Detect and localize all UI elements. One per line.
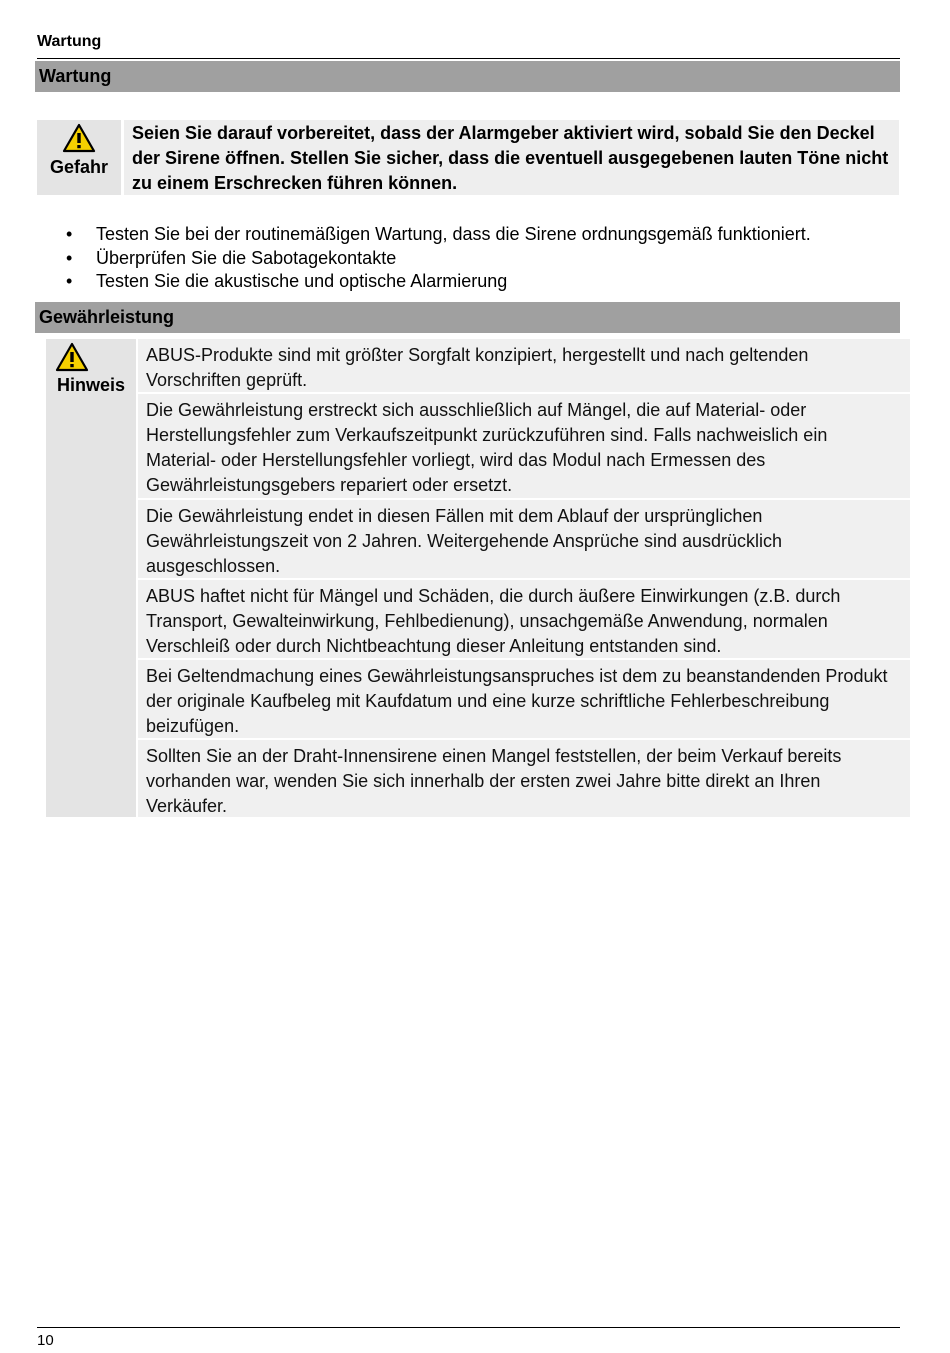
list-item [60, 223, 811, 247]
header-divider [37, 58, 900, 59]
danger-notice [37, 120, 899, 195]
footer-divider [37, 1327, 900, 1328]
danger-label: Gefahr [49, 157, 109, 177]
bullet-icon: • [66, 271, 73, 291]
warning-triangle-icon [55, 342, 89, 372]
bullet-icon: • [66, 247, 73, 268]
danger-label-cell [37, 120, 121, 195]
warranty-paragraph: ABUS-Produkte sind mit größter Sorgfalt konzipiert, hergestellt und nach geltenden Vorschriften geprüft. [138, 339, 910, 392]
hint-label: Hinweis [56, 375, 126, 395]
warranty-paragraph: Sollten Sie an der Draht-Innensirene einen Mangel feststellen, der beim Verkauf bereits vorhanden war, wenden Sie sich innerhalb der ersten zwei Jahre bitte direkt an Ihren Verkäufer. [138, 740, 910, 817]
maintenance-bullet-list [60, 223, 811, 294]
warranty-paragraph: Bei Geltendmachung eines Gewährleistungsanspruches ist dem zu beanstandenden Produkt der originale Kaufbeleg mit Kaufdatum und eine kurze schriftliche Fehlerbeschreibung beizufügen. [138, 660, 910, 738]
list-item-text: Überprüfen Sie die Sabotagekontakte [96, 247, 397, 268]
warranty-paragraph: Die Gewährleistung endet in diesen Fällen mit dem Ablauf der ursprünglichen Gewährleistungszeit von 2 Jahren. Weitergehende Ansprüche sind ausdrücklich ausgeschlossen. [138, 500, 910, 578]
section-title-gewaehrleistung: Gewährleistung [35, 302, 900, 333]
list-item [60, 247, 811, 271]
section-title-wartung: Wartung [35, 61, 900, 92]
warning-triangle-icon [62, 123, 96, 153]
danger-text: Seien Sie darauf vorbereitet, dass der Alarmgeber aktiviert wird, sobald Sie den Deckel der Sirene öffnen. Stellen Sie sicher, dass die eventuell ausgegebenen lauten Töne nicht zu einem Erschrecken führen können. [124, 120, 899, 195]
list-item-text: Testen Sie bei der routinemäßigen Wartung, dass die Sirene ordnungsgemäß funktioniert. [96, 224, 811, 244]
running-header: Wartung [37, 33, 102, 50]
bullet-icon: • [66, 224, 73, 244]
page-number: 10 [37, 1332, 54, 1349]
warranty-paragraphs [138, 339, 910, 819]
hint-label-cell [46, 339, 136, 817]
list-item [60, 270, 811, 294]
warranty-paragraph: Die Gewährleistung erstreckt sich ausschließlich auf Mängel, die auf Material- oder Herstellungsfehler zum Verkaufszeitpunkt zurückzuführen sind. Falls nachweislich ein Material- oder Herstellungsfehler vorliegt, wird das Modul nach Ermessen des Gewährleistungsgebers repariert oder ersetzt. [138, 394, 910, 498]
warranty-paragraph: ABUS haftet nicht für Mängel und Schäden, die durch äußere Einwirkungen (z.B. durch Transport, Gewalteinwirkung, Fehlbedienung), unsachgemäße Anwendung, normalen Verschleiß oder durch Nichtbeachtung dieser Anleitung entstanden sind. [138, 580, 910, 658]
list-item-text: Testen Sie die akustische und optische Alarmierung [96, 271, 508, 291]
